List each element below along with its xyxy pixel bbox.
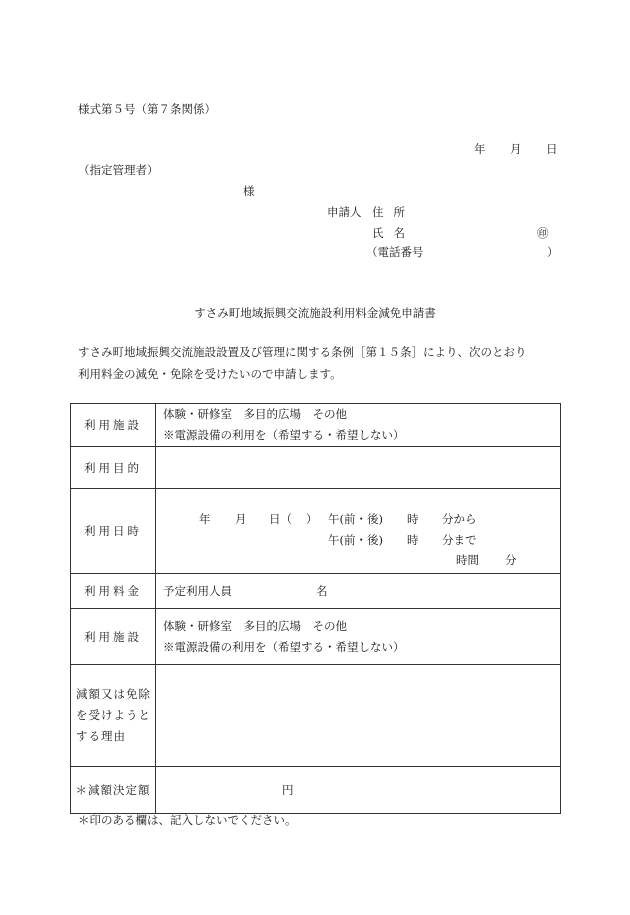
date-month-label: 月 xyxy=(510,142,522,156)
facility-label: 利用施設 xyxy=(71,404,156,447)
dt-min-from: 分から xyxy=(442,512,477,526)
row-facility xyxy=(71,404,561,447)
reason-label-line-3: する理由 xyxy=(76,729,126,743)
application-form-table xyxy=(70,403,561,814)
dt-minutes: 分 xyxy=(505,553,517,567)
row-fee xyxy=(71,574,561,609)
purpose-cell[interactable] xyxy=(156,447,561,489)
facility-cell-2[interactable] xyxy=(156,609,561,665)
dt-hour-end: 時 xyxy=(407,533,419,547)
phone-label: （電話番号 xyxy=(366,245,424,259)
dt-day: 日（ xyxy=(269,512,292,526)
dt-hours: 時間 xyxy=(456,553,479,567)
reason-label-line-2: を受けようと xyxy=(76,708,151,722)
reduction-amount-label: ＊減額決定額 xyxy=(71,767,156,814)
seal-mark: ㊞ xyxy=(537,226,549,240)
name-label: 氏名 xyxy=(372,226,415,240)
address-label: 住所 xyxy=(372,205,415,219)
honorific-sama: 様 xyxy=(243,184,255,198)
facility-cell[interactable] xyxy=(156,404,561,447)
facility-options-2: 体験・研修室 多目的広場 その他 xyxy=(163,618,347,633)
row-datetime xyxy=(71,489,561,574)
fee-label: 利用料金 xyxy=(71,574,156,609)
footnote: ＊印のある欄は、記入しないでください。 xyxy=(78,813,297,827)
row-reduction-amount xyxy=(71,767,561,814)
phone-close-paren: ） xyxy=(547,245,559,259)
form-number: 様式第５号（第７条関係） xyxy=(78,102,216,116)
row-facility-2 xyxy=(71,609,561,665)
datetime-cell[interactable] xyxy=(156,489,561,574)
purpose-label: 利用目的 xyxy=(71,447,156,489)
document-title: すさみ町地域振興交流施設利用料金減免申請書 xyxy=(194,306,436,320)
yen-unit: 円 xyxy=(282,783,294,797)
dt-paren: ） xyxy=(306,512,318,526)
row-reason xyxy=(71,665,561,767)
dt-ampm-start: 午(前・後) xyxy=(328,512,383,526)
applicant-label: 申請人 xyxy=(327,205,362,219)
reason-cell[interactable] xyxy=(156,665,561,767)
dt-month: 月 xyxy=(235,512,247,526)
row-purpose xyxy=(71,447,561,489)
power-usage-option-2: ※電源設備の利用を（希望する・希望しない） xyxy=(163,639,405,654)
dt-year: 年 xyxy=(199,512,211,526)
fee-cell[interactable] xyxy=(156,574,561,609)
power-usage-option: ※電源設備の利用を（希望する・希望しない） xyxy=(163,428,405,442)
reason-label xyxy=(71,665,156,767)
intro-line-2: 利用料金の減免・免除を受けたいので申請します。 xyxy=(78,367,342,381)
dt-hour-start: 時 xyxy=(407,512,419,526)
date-day-label: 日 xyxy=(546,142,558,156)
facility-label-2: 利用施設 xyxy=(71,609,156,665)
reason-label-line-1: 減額又は免除 xyxy=(76,687,151,701)
dt-ampm-end: 午(前・後) xyxy=(328,533,383,547)
reduction-amount-cell[interactable] xyxy=(156,767,561,814)
expected-people-label: 予定利用人員 xyxy=(163,584,232,598)
intro-line-1: すさみ町地域振興交流施設設置及び管理に関する条例［第１５条］により、次のとおり xyxy=(78,345,527,359)
datetime-label: 利用日時 xyxy=(71,489,156,574)
dt-min-to: 分まで xyxy=(442,533,477,547)
people-unit: 名 xyxy=(316,584,328,598)
facility-options: 体験・研修室 多目的広場 その他 xyxy=(163,407,347,421)
date-year-label: 年 xyxy=(474,142,486,156)
recipient-manager: （指定管理者） xyxy=(78,163,159,177)
